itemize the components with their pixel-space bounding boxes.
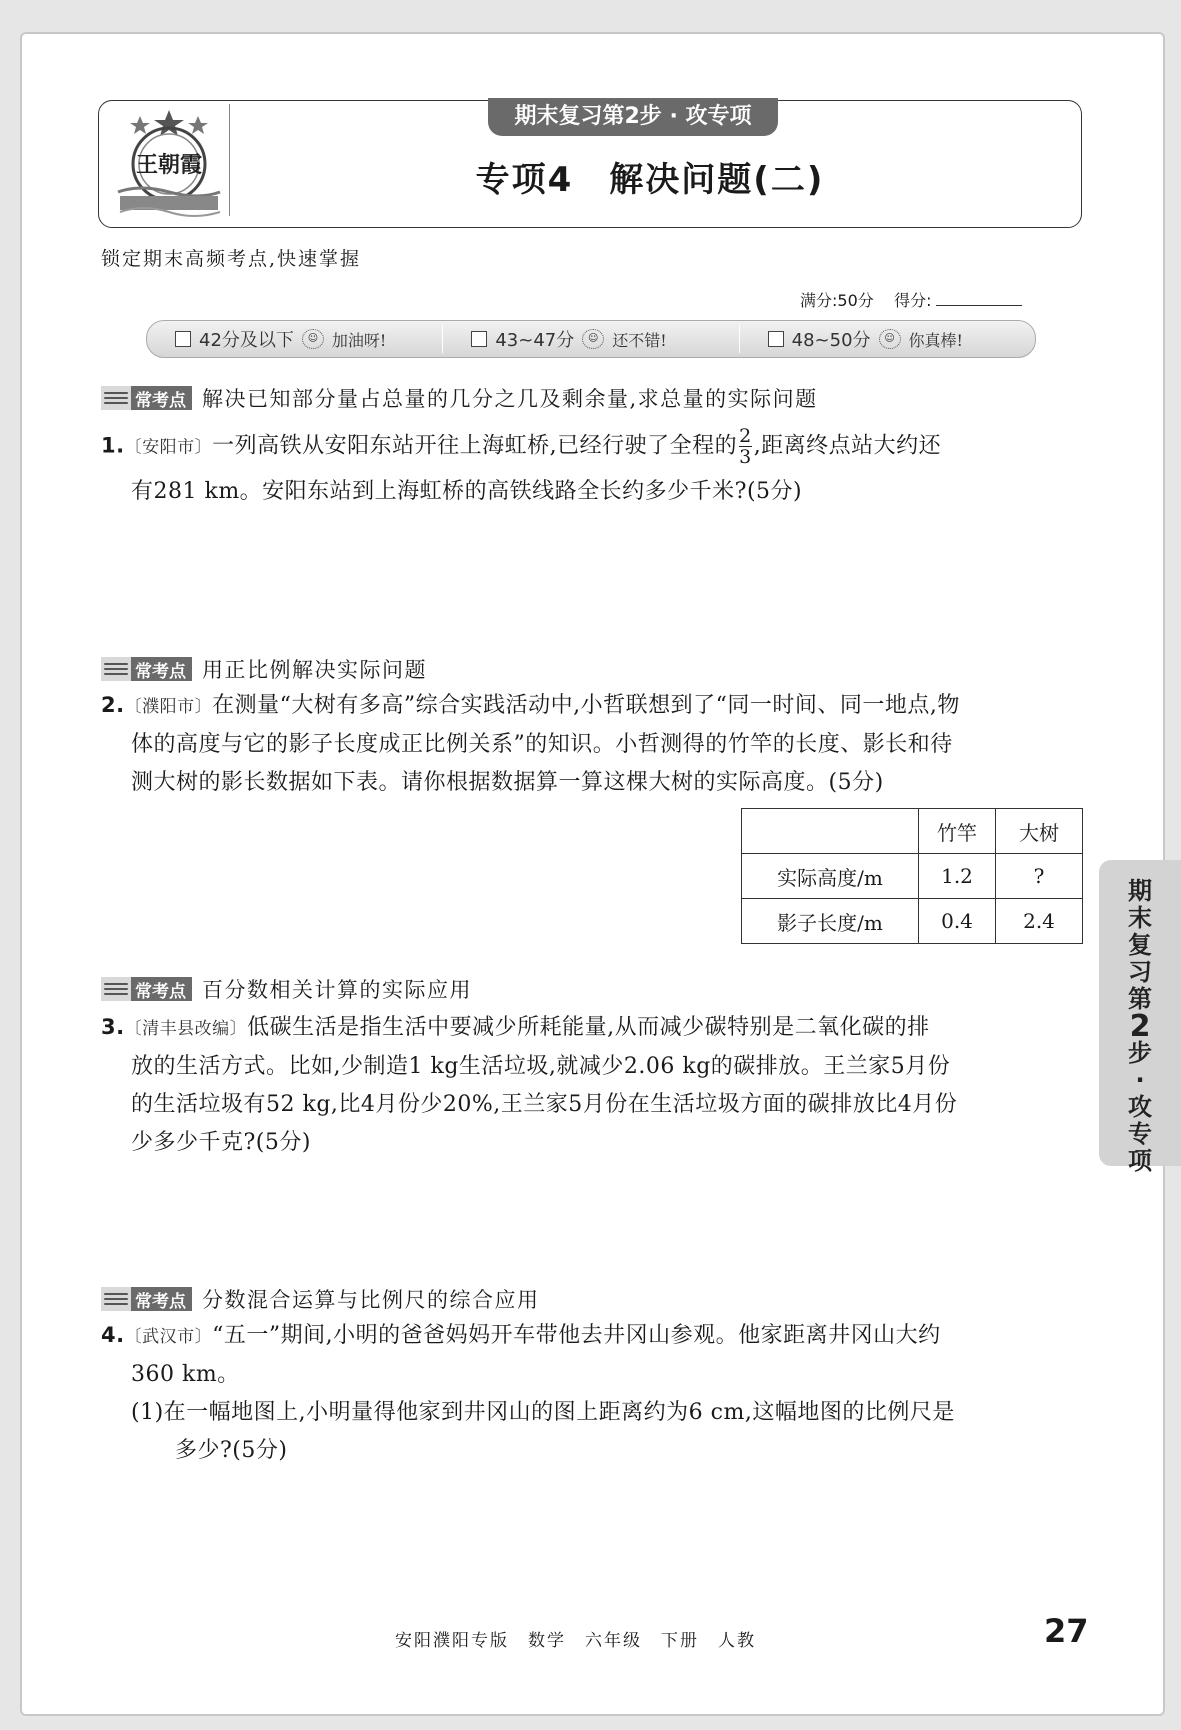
question-line	[101, 686, 1081, 726]
question-4	[101, 1316, 1081, 1470]
tier-mid	[443, 321, 738, 357]
key-point-2	[101, 654, 427, 684]
tier-low	[147, 321, 442, 357]
step-tag: 期末复习第2步 · 攻专项	[488, 98, 778, 136]
table-cell: ?	[996, 854, 1083, 899]
tier-checkbox[interactable]	[768, 331, 784, 347]
waves-icon	[101, 977, 131, 1001]
table-cell: 2.4	[996, 899, 1083, 944]
key-point-text: 分数混合运算与比例尺的综合应用	[202, 1288, 540, 1312]
question-line: 测大树的影长数据如下表。请你根据数据算一算这棵大树的实际高度。(5分)	[131, 770, 884, 795]
question-line: 放的生活方式。比如,少制造1 kg生活垃圾,就减少2.06 kg的碳排放。王兰家5月份	[131, 1054, 951, 1079]
waves-icon	[101, 386, 131, 410]
sub-question-1-cont: 多少?(5分)	[175, 1438, 288, 1463]
footer-text: 安阳濮阳专版 数学 六年级 下册 人教	[395, 1631, 756, 1651]
question-line: 360 km。	[131, 1362, 240, 1387]
key-point-badge: 常考点	[101, 977, 192, 1001]
publisher-logo	[110, 106, 228, 218]
tier-high	[740, 321, 1035, 357]
question-3	[101, 1008, 1081, 1162]
question-line	[101, 1316, 1081, 1356]
question-line	[101, 426, 1081, 467]
key-point-3	[101, 974, 472, 1004]
table-cell: 实际高度/m	[742, 854, 919, 899]
tier-cheer: 你真棒!	[908, 330, 963, 350]
key-point-text: 百分数相关计算的实际应用	[202, 978, 472, 1002]
question-line: 有281 km。安阳东站到上海虹桥的高铁线路全长约多少千米?(5分)	[131, 479, 803, 504]
smiley-icon: ☺	[582, 329, 604, 349]
smiley-icon: ☺	[302, 329, 324, 349]
got-score-label: 得分:	[894, 291, 932, 310]
page-number: 27	[1044, 1612, 1089, 1650]
question-number: 4.	[101, 1323, 125, 1347]
full-score-label: 满分:50分	[800, 291, 874, 310]
question-text: 低碳生活是指生活中要减少所耗能量,从而减少碳特别是二氧化碳的排	[247, 1015, 930, 1040]
question-text: 在测量“大树有多高”综合实践活动中,小哲联想到了“同一时间、同一地点,物	[212, 693, 960, 718]
question-source: 〔清丰县改编〕	[124, 1019, 248, 1039]
table-header: 竹竿	[919, 809, 996, 854]
question-text: “五一”期间,小明的爸爸妈妈开车带他去井冈山参观。他家距离井冈山大约	[212, 1323, 941, 1348]
logo-divider	[229, 104, 230, 216]
waves-icon	[101, 657, 131, 681]
smiley-icon: ☺	[879, 329, 901, 349]
data-table	[741, 808, 1083, 944]
question-text: ,距离终点站大约还	[753, 433, 942, 459]
question-line: 少多少千克?(5分)	[131, 1130, 311, 1155]
page-title: 专项4 解决问题(二)	[475, 160, 825, 200]
question-source: 〔武汉市〕	[124, 1327, 213, 1347]
tier-checkbox[interactable]	[175, 331, 191, 347]
question-line	[101, 1008, 1081, 1048]
key-point-4	[101, 1284, 540, 1314]
question-line: 的生活垃圾有52 kg,比4月份少20%,王兰家5月份在生活垃圾方面的碳排放比4月份	[131, 1092, 958, 1117]
key-point-text: 解决已知部分量占总量的几分之几及剩余量,求总量的实际问题	[202, 387, 818, 411]
table-cell: 1.2	[919, 854, 996, 899]
key-point-1	[101, 383, 818, 413]
table-row	[742, 899, 1083, 944]
table-header: 大树	[996, 809, 1083, 854]
question-number: 1.	[101, 433, 125, 458]
key-point-badge: 常考点	[101, 657, 192, 681]
score-tier-bar	[146, 320, 1036, 358]
table-row	[742, 854, 1083, 899]
tier-cheer: 加油呀!	[331, 330, 387, 350]
tier-checkbox[interactable]	[471, 331, 487, 347]
key-point-badge: 常考点	[101, 1287, 192, 1311]
tier-cheer: 还不错!	[612, 330, 667, 350]
table-cell: 0.4	[919, 899, 996, 944]
sub-question-1: (1)在一幅地图上,小明量得他家到井冈山的图上距离约为6 cm,这幅地图的比例尺是	[131, 1400, 955, 1425]
score-blank[interactable]	[936, 290, 1022, 306]
table-cell	[742, 809, 919, 854]
question-2	[101, 686, 1081, 802]
waves-icon	[101, 1287, 131, 1311]
tier-range: 43~47分	[495, 330, 575, 351]
key-point-badge: 常考点	[101, 386, 192, 410]
question-line: 体的高度与它的影子长度成正比例关系”的知识。小哲测得的竹竿的长度、影长和待	[131, 732, 953, 757]
question-source: 〔濮阳市〕	[124, 697, 213, 717]
question-1	[101, 426, 1081, 511]
question-number: 2.	[101, 693, 125, 717]
table-cell: 影子长度/m	[742, 899, 919, 944]
question-source: 〔安阳市〕	[124, 437, 213, 458]
svg-text:王朝霞: 王朝霞	[135, 152, 203, 178]
tier-range: 42分及以下	[199, 330, 294, 351]
fraction: $\frac{2}{3}$	[739, 425, 752, 468]
key-point-text: 用正比例解决实际问题	[202, 658, 427, 682]
tier-range: 48~50分	[791, 330, 871, 351]
subtitle: 锁定期末高频考点,快速掌握	[101, 248, 362, 270]
score-line	[800, 288, 1022, 311]
question-text: 一列高铁从安阳东站开往上海虹桥,已经行驶了全程的	[212, 433, 738, 459]
side-tab: 期 末 复 习 第 2 步 · 攻 专 项	[1099, 860, 1181, 1166]
question-number: 3.	[101, 1015, 125, 1039]
table-header-row	[742, 809, 1083, 854]
